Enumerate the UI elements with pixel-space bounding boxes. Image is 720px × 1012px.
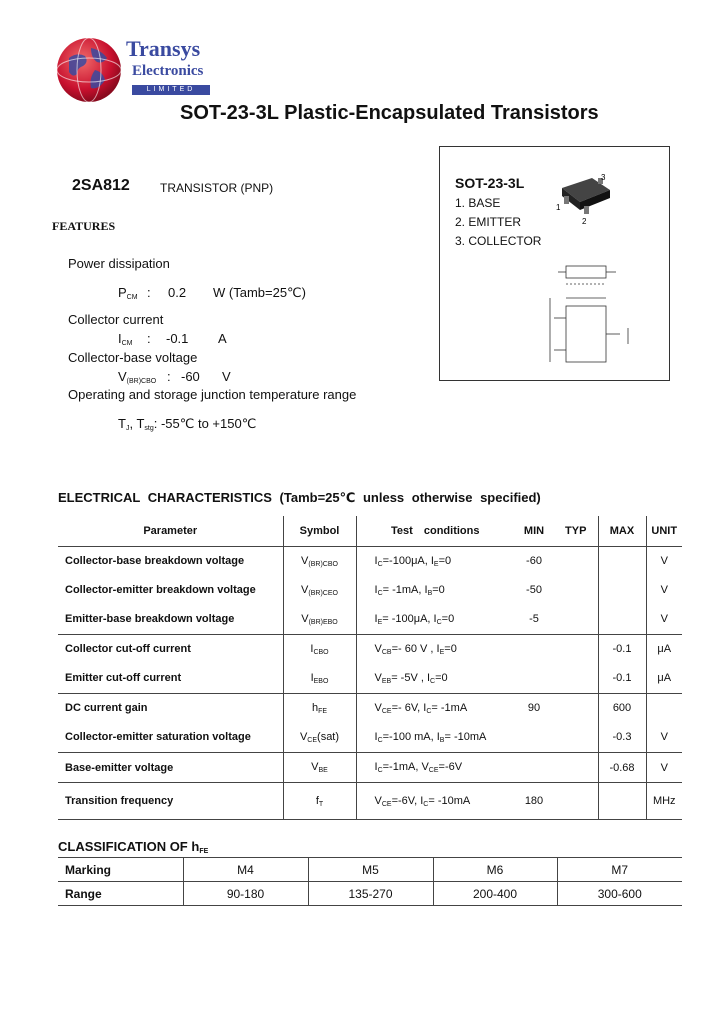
param-cell: Base-emitter voltage <box>58 753 283 783</box>
part-type: TRANSISTOR (PNP) <box>160 181 274 195</box>
pcm-colon: : <box>147 285 151 300</box>
param-cell: Transition frequency <box>58 783 283 820</box>
unit-cell <box>646 694 682 723</box>
pcm-unit: W (Tamb=25℃) <box>213 285 306 300</box>
collector-current-label: Collector current <box>68 312 164 327</box>
param-cell: Emitter cut-off current <box>58 664 283 694</box>
min-cell: 90 <box>527 702 541 715</box>
max-cell: -0.1 <box>598 664 646 694</box>
icm-symbol: $I_{CM}$ <box>118 331 133 347</box>
package-name: SOT-23-3L <box>455 175 525 191</box>
min-cell <box>514 635 554 664</box>
unit-cell: V <box>646 723 682 753</box>
symbol-cell: $V_{(BR)CBO}$ <box>283 547 356 576</box>
range-cell: 200-400 <box>433 882 557 906</box>
param-cell: Collector-emitter breakdown voltage <box>65 584 256 596</box>
table-row <box>58 605 682 635</box>
vcbo-colon: : <box>167 369 171 384</box>
power-dissipation-label: Power dissipation <box>68 256 170 271</box>
table-row <box>58 753 682 783</box>
max-cell: -0.1 <box>598 635 646 664</box>
header-typ: TYP <box>554 516 598 547</box>
table-row <box>58 723 682 753</box>
marking-cell: M7 <box>557 858 682 882</box>
header-parameter: Parameter <box>58 516 283 547</box>
table-header-row <box>58 516 682 547</box>
collector-base-voltage-label: Collector-base voltage <box>68 350 198 365</box>
pcm-symbol: $P_{CM}$ <box>118 285 138 301</box>
globe-logo-icon <box>55 36 123 104</box>
conditions-cell: $I_C= -1mA$, $I_B=0$ <box>356 576 514 605</box>
vcbo-value: -60 <box>181 369 200 384</box>
conditions-cell: $V_{CB}=-$ 60 V , $I_E=0$ <box>356 635 514 664</box>
max-cell <box>598 783 646 820</box>
typ-cell <box>554 635 598 664</box>
range-cell: 300-600 <box>557 882 682 906</box>
unit-cell: V <box>646 605 682 635</box>
param-cell: Emitter-base breakdown voltage <box>58 605 283 635</box>
brand-name: Transys <box>126 36 201 61</box>
table-row <box>58 694 682 723</box>
header-unit: UNIT <box>646 516 682 547</box>
max-cell: -0.68 <box>598 753 646 783</box>
param-cell: Collector-base breakdown voltage <box>65 555 245 568</box>
min-cell <box>514 664 554 694</box>
typ-cell <box>554 783 598 820</box>
min-cell: 180 <box>514 783 554 820</box>
typ-cell <box>554 664 598 694</box>
range-cell: 135-270 <box>308 882 433 906</box>
brand-tag: LIMITED <box>132 85 210 95</box>
symbol-cell: $V_{(BR)CEO}$ <box>283 576 356 605</box>
conditions-cell: $I_E= -100\mu A$, $I_C=0$ <box>356 605 514 635</box>
symbol-cell: $V_{BE}$ <box>283 753 356 783</box>
header-max: MAX <box>598 516 646 547</box>
table-row <box>58 547 682 576</box>
param-cell: Collector-emitter saturation voltage <box>58 723 283 753</box>
symbol-cell: $I_{EBO}$ <box>283 664 356 694</box>
symbol-cell: $V_{CE}(sat)$ <box>283 723 356 753</box>
range-cell: 90-180 <box>183 882 308 906</box>
vcbo-symbol: $V_{(BR)CBO}$ <box>118 369 157 385</box>
min-cell: -50 <box>526 584 542 596</box>
range-label: Range <box>65 886 102 901</box>
icm-value: -0.1 <box>166 331 189 346</box>
marking-cell: M4 <box>183 858 308 882</box>
vcbo-unit: V <box>222 369 231 384</box>
conditions-cell: $V_{CE}=-6V$, $I_C= -10mA$ <box>356 783 514 820</box>
pin-3-label: 3. COLLECTOR <box>455 234 542 248</box>
electrical-characteristics-table <box>58 516 682 820</box>
marking-row <box>58 858 682 882</box>
param-cell: Collector cut-off current <box>65 643 191 656</box>
typ-cell <box>554 753 598 783</box>
electrical-characteristics-title: ELECTRICAL CHARACTERISTICS (Tamb=25℃ unless otherwise specified) <box>58 490 541 505</box>
temperature-range-label: Operating and storage junction temperature range <box>68 387 357 402</box>
icm-colon: : <box>147 331 151 346</box>
document-title: SOT-23-3L Plastic-Encapsulated Transistors <box>180 102 599 124</box>
max-cell: 600 <box>598 694 646 723</box>
header-min: MIN <box>514 516 554 547</box>
features-heading: FEATURES <box>52 219 116 233</box>
unit-cell: μA <box>646 664 682 694</box>
symbol-cell: $V_{(BR)EBO}$ <box>283 605 356 635</box>
param-cell: DC current gain <box>65 702 148 715</box>
unit-cell: V <box>646 753 682 783</box>
typ-cell <box>554 576 598 605</box>
range-row <box>58 882 682 906</box>
min-cell <box>514 723 554 753</box>
max-cell: -0.3 <box>598 723 646 753</box>
marking-label: Marking <box>65 862 112 877</box>
unit-cell: MHz <box>646 783 682 820</box>
min-cell: -5 <box>514 605 554 635</box>
typ-cell <box>554 694 598 723</box>
table-row <box>58 576 682 605</box>
header-test-conditions: Test conditions <box>356 516 514 547</box>
marking-cell: M6 <box>433 858 557 882</box>
table-row <box>58 664 682 694</box>
symbol-cell: $I_{CBO}$ <box>283 635 356 664</box>
conditions-cell: $I_C=-1mA$, $V_{CE}=-6V$ <box>356 753 514 783</box>
max-cell <box>598 547 646 576</box>
classification-table <box>58 857 682 906</box>
part-number: 2SA812 <box>72 177 130 194</box>
pin-1-label: 1. BASE <box>455 196 501 210</box>
min-cell <box>514 753 554 783</box>
header-symbol: Symbol <box>283 516 356 547</box>
marking-cell: M5 <box>308 858 433 882</box>
conditions-cell: $V_{EB}= -5V$ , $I_C=0$ <box>356 664 514 694</box>
sot23-package-icon <box>552 168 616 228</box>
pin-2-label: 2. EMITTER <box>455 215 522 229</box>
pin-number-3: 3 <box>601 173 606 182</box>
pin-number-1: 1 <box>556 203 561 212</box>
pcm-value: 0.2 <box>168 285 187 300</box>
typ-cell <box>554 605 598 635</box>
unit-cell: μA <box>646 635 682 664</box>
unit-cell: V <box>646 576 682 605</box>
table-row <box>58 635 682 664</box>
typ-cell <box>554 723 598 753</box>
symbol-cell: $f_T$ <box>283 783 356 820</box>
pin-number-2: 2 <box>582 217 587 226</box>
symbol-cell: $h_{FE}$ <box>283 694 356 723</box>
icm-unit: A <box>218 331 227 346</box>
conditions-cell: $I_C=-100$ mA, $I_B= -10mA$ <box>356 723 514 753</box>
conditions-cell: $I_C=-100\mu A$, $I_E=0$ <box>356 547 514 576</box>
classification-title: CLASSIFICATION OF $h_{FE}$ <box>58 839 209 855</box>
min-cell: -60 <box>526 555 542 568</box>
temperature-range-value: $T_J$, $T_{stg}$: -55℃ to +150℃ <box>118 416 257 432</box>
max-cell <box>598 576 646 605</box>
package-outline-drawing <box>536 258 640 368</box>
brand-subtitle: Electronics <box>132 63 204 79</box>
unit-cell: V <box>646 547 682 576</box>
conditions-cell: $V_{CE}=-$ 6V, $I_C= -1mA$ <box>356 694 514 723</box>
table-row <box>58 783 682 820</box>
max-cell <box>598 605 646 635</box>
typ-cell <box>554 547 598 576</box>
